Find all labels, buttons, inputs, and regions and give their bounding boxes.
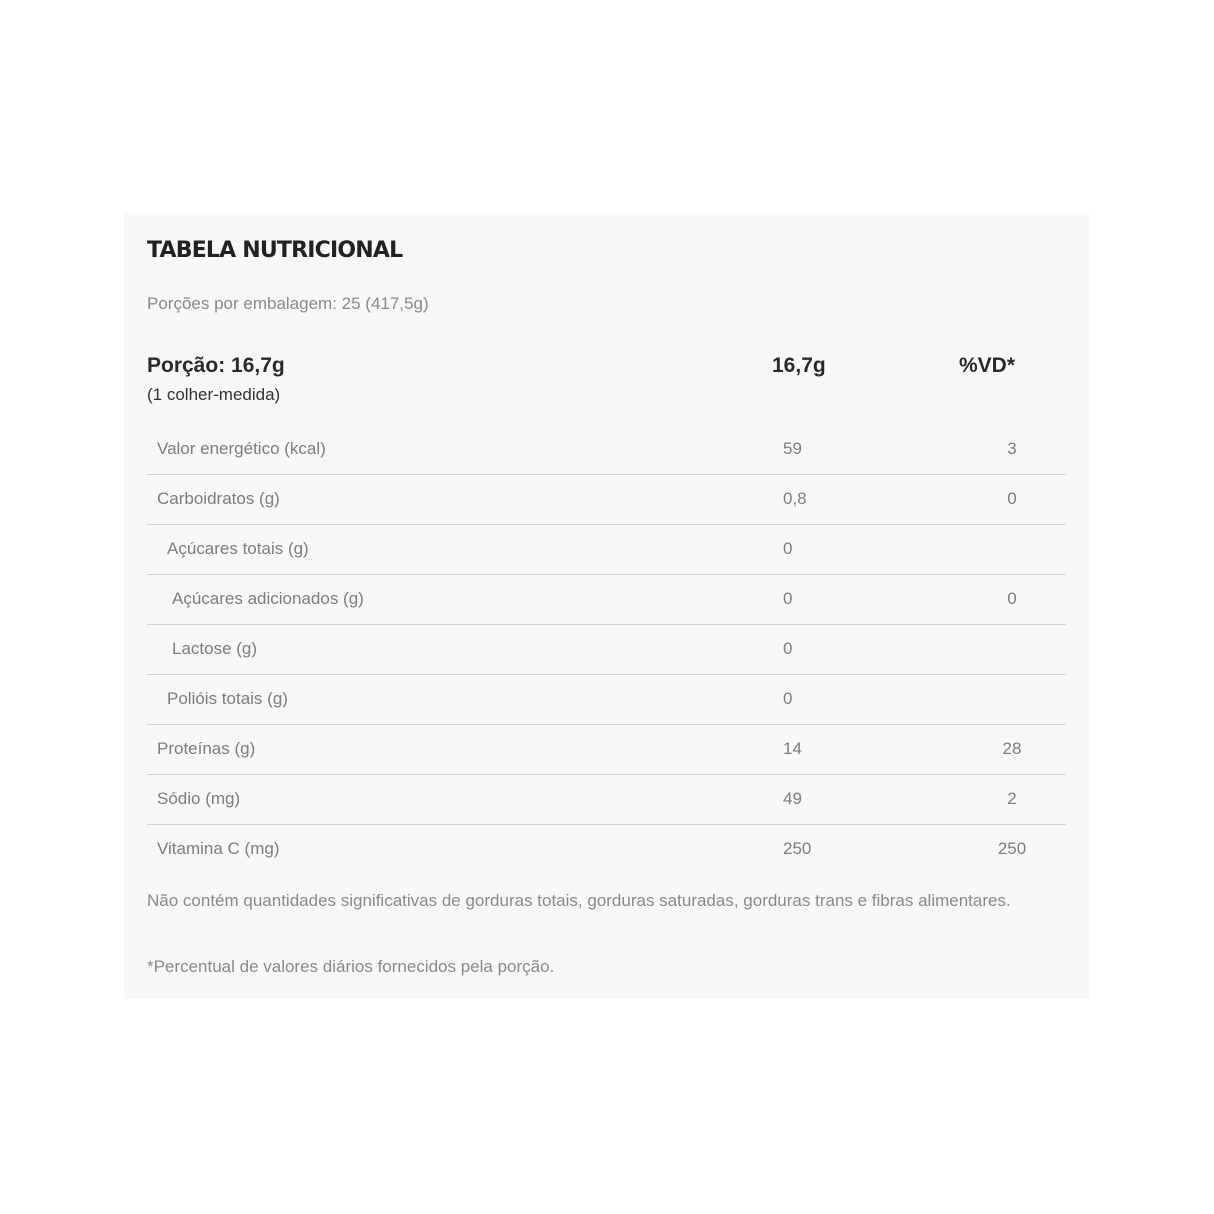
nutrition-table-panel (124, 214, 1089, 999)
portion-label: Porção: 16,7g (147, 354, 285, 377)
portion-sub-label: (1 colher-medida) (147, 385, 281, 404)
row-amount: 0 (783, 539, 793, 558)
row-amount: 49 (783, 789, 802, 808)
row-amount: 250 (783, 839, 812, 858)
footnote: *Percentual de valores diários fornecidos pela porção. (147, 957, 555, 976)
column-header-amount: 16,7g (772, 354, 826, 377)
row-label: Açúcares adicionados (g) (172, 589, 364, 608)
table-row (147, 675, 1066, 725)
row-vd: 2 (1007, 789, 1017, 808)
table-row (147, 625, 1066, 675)
row-vd: 3 (1007, 439, 1017, 458)
table-row (147, 525, 1066, 575)
row-amount: 0 (783, 639, 793, 658)
table-row (147, 775, 1066, 825)
page-title: TABELA NUTRICIONAL (147, 238, 403, 263)
row-amount: 14 (783, 739, 802, 758)
row-label: Polióis totais (g) (167, 689, 288, 708)
row-amount: 0,8 (783, 489, 807, 508)
table-row (147, 575, 1066, 625)
row-amount: 0 (783, 589, 793, 608)
table-row (147, 475, 1066, 525)
disclaimer-note: Não contém quantidades significativas de gorduras totais, gorduras saturadas, gorduras trans e fibras alimentares. (147, 891, 1011, 910)
row-label: Valor energético (kcal) (157, 439, 326, 458)
row-label: Carboidratos (g) (157, 489, 280, 508)
table-row (147, 825, 1066, 874)
row-vd: 0 (1007, 589, 1017, 608)
row-label: Açúcares totais (g) (167, 539, 309, 558)
servings-per-package: Porções por embalagem: 25 (417,5g) (147, 294, 429, 313)
row-vd: 0 (1007, 489, 1017, 508)
table-row (147, 425, 1066, 475)
row-label: Proteínas (g) (157, 739, 256, 758)
table-row (147, 725, 1066, 775)
row-label: Vitamina C (mg) (157, 839, 280, 858)
row-amount: 59 (783, 439, 802, 458)
row-amount: 0 (783, 689, 793, 708)
column-header-vd: %VD* (959, 354, 1016, 377)
row-vd: 28 (1002, 739, 1022, 758)
row-label: Lactose (g) (172, 639, 258, 658)
row-label: Sódio (mg) (157, 789, 241, 808)
nutrition-table (147, 425, 1066, 874)
row-vd: 250 (997, 839, 1027, 858)
